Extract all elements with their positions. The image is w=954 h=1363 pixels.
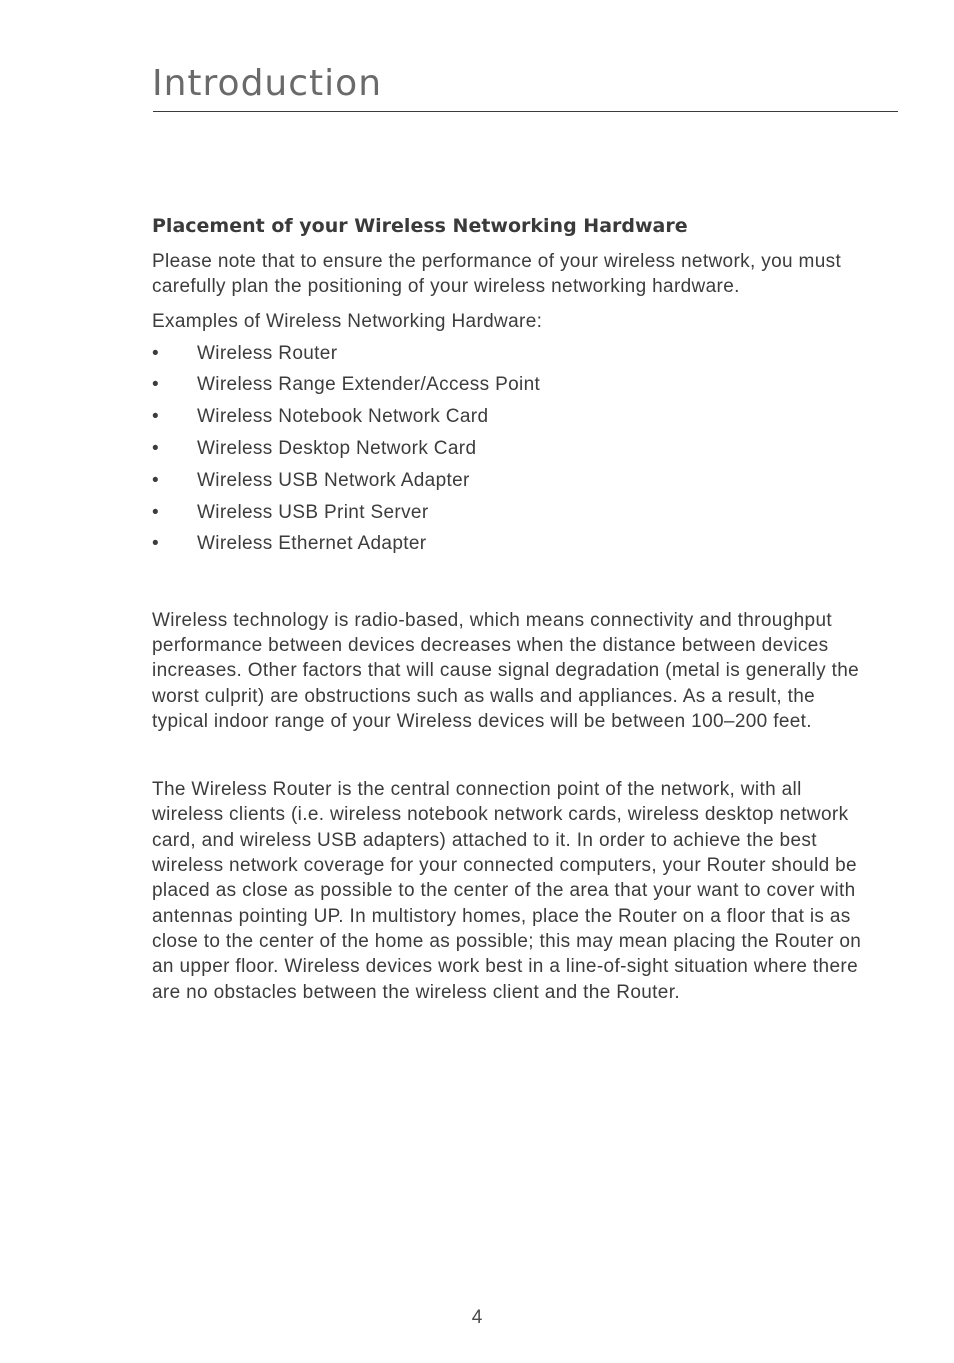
list-item <box>152 341 872 366</box>
page-title: Introduction <box>152 63 383 104</box>
section-heading: Placement of your Wireless Networking Hardware <box>152 215 688 237</box>
examples-label: Examples of Wireless Networking Hardware: <box>152 311 543 333</box>
list-item-text: Wireless Range Extender/Access Point <box>197 374 541 396</box>
list-item-text: Wireless Router <box>197 342 338 364</box>
title-divider <box>153 111 898 112</box>
bullet-icon: • <box>152 501 160 523</box>
main-content <box>152 214 872 1005</box>
list-item <box>152 468 872 493</box>
bullet-icon: • <box>152 374 160 396</box>
bullet-icon: • <box>152 437 160 459</box>
list-item <box>152 500 872 525</box>
list-item <box>152 436 872 461</box>
list-item-text: Wireless Notebook Network Card <box>197 406 489 428</box>
bullet-icon: • <box>152 469 160 491</box>
bullet-icon: • <box>152 342 160 364</box>
list-item-text: Wireless Desktop Network Card <box>197 437 477 459</box>
list-item <box>152 372 872 397</box>
intro-paragraph: Please note that to ensure the performance of your wireless network, you must carefully plan the positioning of your wireless networking hardware. <box>152 250 842 297</box>
hardware-list <box>152 341 872 557</box>
bullet-icon: • <box>152 533 160 555</box>
list-item-text: Wireless Ethernet Adapter <box>197 533 427 555</box>
list-item-text: Wireless USB Network Adapter <box>197 469 470 491</box>
bullet-icon: • <box>152 406 160 428</box>
list-item <box>152 531 872 556</box>
router-placement-paragraph: The Wireless Router is the central connection point of the network, with all wireless clients (i.e. wireless notebook network cards, wireless desktop network card, and wireless USB adapters) attached to it. In order to achieve the best wireless network coverage for your connected computers, your Router should be placed as close as possible to the center of the area that your want to cover with antennas pointing UP. In multistory homes, place the Router on a floor that is as close to the center of the home as possible; this may mean placing the Router on an upper floor. Wireless devices work best in a line-of-sight situation where there are no obstacles between the wireless client and the Router. <box>152 779 862 1003</box>
range-paragraph: Wireless technology is radio-based, which means connectivity and throughput performance between devices decreases when the distance between devices increases. Other factors that will cause signal degradation (metal is generally the worst culprit) are obstructions such as walls and appliances. As a result, the typical indoor range of your Wireless devices will be between 100–200 feet. <box>152 609 860 732</box>
page-number: 4 <box>471 1307 483 1328</box>
list-item-text: Wireless USB Print Server <box>197 501 429 523</box>
list-item <box>152 404 872 429</box>
